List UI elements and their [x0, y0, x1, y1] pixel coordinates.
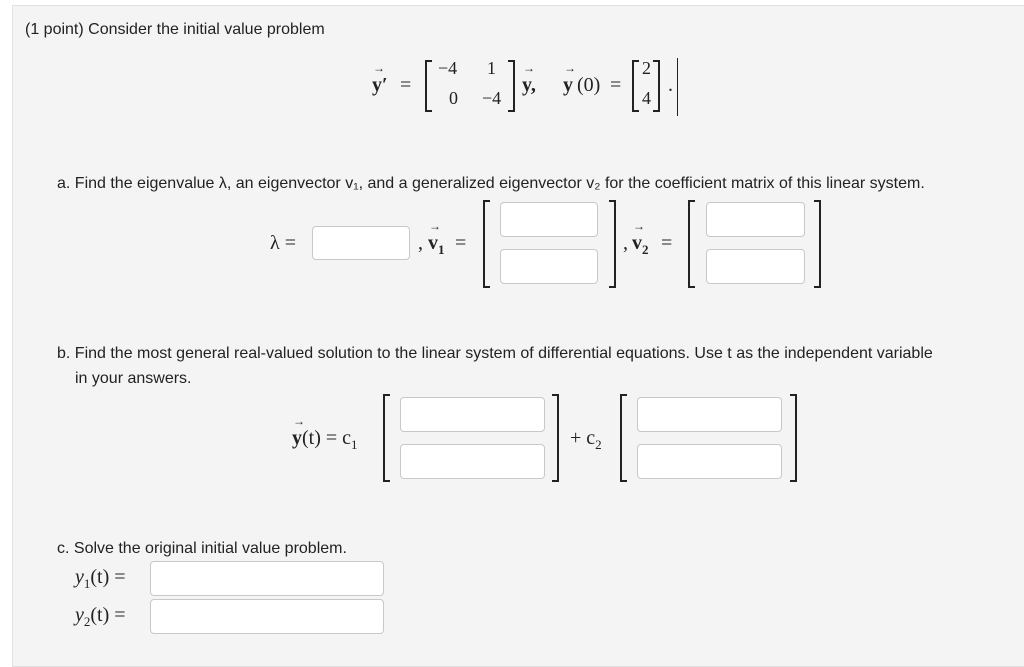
- sol1-bracket-right: [552, 394, 559, 482]
- sol2-input-2[interactable]: [637, 444, 782, 479]
- part-b-text-1: b. Find the most general real-valued solution to the linear system of differential equations. Use t as the independent variable: [57, 345, 933, 362]
- sol2-input-1[interactable]: [637, 397, 782, 432]
- sol1-input-2[interactable]: [400, 444, 545, 479]
- v2-input-2[interactable]: [706, 249, 805, 284]
- text-cursor: [677, 58, 678, 116]
- sol1-bracket-left: [383, 394, 390, 482]
- matrix-bracket-left: [425, 60, 432, 112]
- v2-bracket-right: [814, 200, 821, 288]
- lambda-input[interactable]: [312, 226, 410, 260]
- part-b-text-2: in your answers.: [75, 370, 192, 387]
- part-c-text: c. Solve the original initial value problem.: [57, 540, 347, 557]
- y2-input[interactable]: [150, 599, 384, 634]
- ic-bracket-left: [632, 60, 639, 112]
- matrix-bracket-right: [508, 60, 515, 112]
- v1-bracket-left: [483, 200, 490, 288]
- ic-bracket-right: [653, 60, 660, 112]
- sol1-input-1[interactable]: [400, 397, 545, 432]
- sol2-bracket-left: [620, 394, 627, 482]
- y-vector: → y: [372, 74, 382, 97]
- v2-bracket-left: [688, 200, 695, 288]
- v2-input-1[interactable]: [706, 202, 805, 237]
- part-a-text: a. Find the eigenvalue λ, an eigenvector v₁, and a generalized eigenvector v₂ for the coefficient matrix of this linear system.: [57, 175, 925, 192]
- v1-input-2[interactable]: [500, 249, 598, 284]
- problem-header: (1 point) Consider the initial value problem: [25, 21, 325, 38]
- sol2-bracket-right: [790, 394, 797, 482]
- y1-input[interactable]: [150, 561, 384, 596]
- v1-bracket-right: [609, 200, 616, 288]
- v1-input-1[interactable]: [500, 202, 598, 237]
